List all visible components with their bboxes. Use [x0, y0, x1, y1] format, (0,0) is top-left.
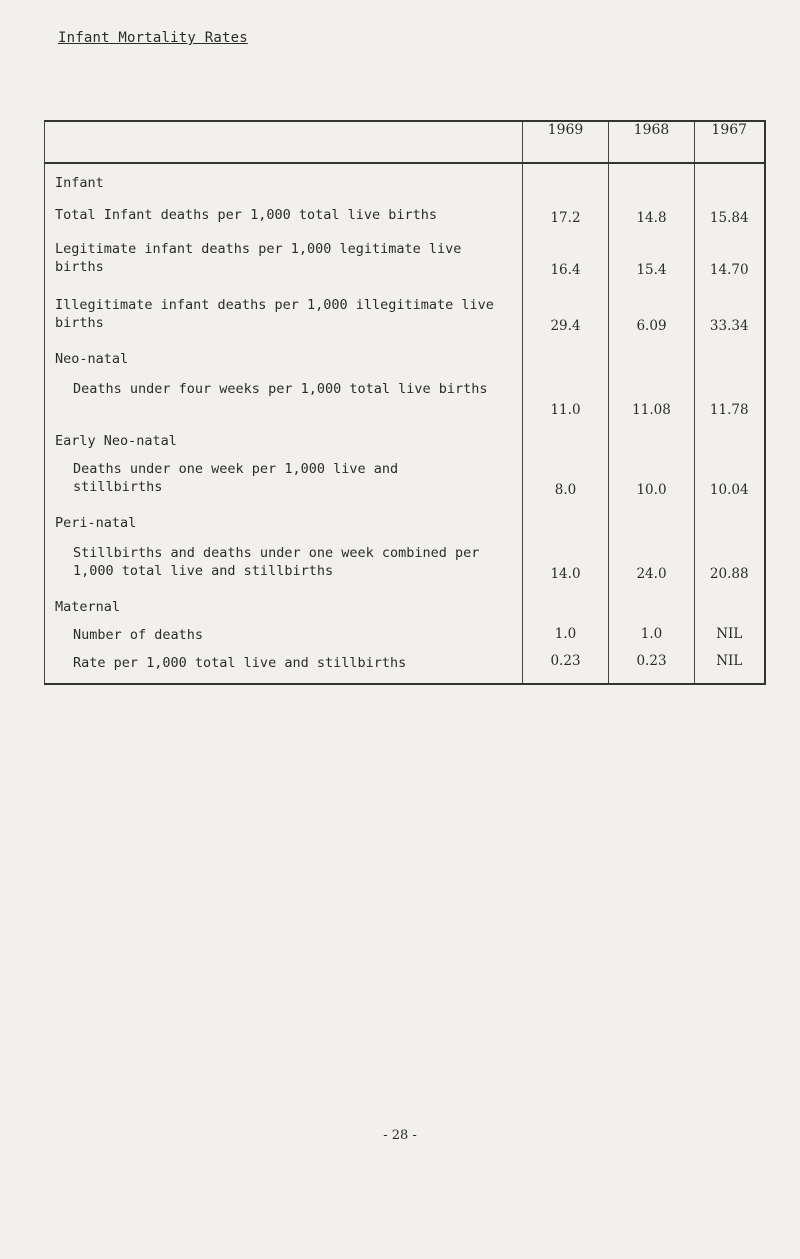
row-label: Total Infant deaths per 1,000 total live births [55, 207, 438, 223]
row-label: Rate per 1,000 total live and stillbirths [73, 655, 407, 671]
column-header-1969: 1969 [523, 121, 609, 163]
cell-value [695, 500, 765, 534]
row-label: Deaths under four weeks per 1,000 total live births [73, 381, 488, 397]
cell-value: NIL [695, 644, 765, 684]
row-label: Number of deaths [73, 627, 204, 643]
cell-value [609, 336, 695, 370]
cell-value: 15.84 [695, 192, 765, 228]
table-row [45, 584, 765, 616]
cell-value: 11.78 [695, 370, 765, 420]
section-label-infant: Infant [55, 175, 104, 191]
cell-value: 14.70 [695, 228, 765, 280]
cell-value [523, 584, 609, 616]
cell-value: 1.0 [523, 616, 609, 644]
table-row [45, 420, 765, 450]
cell-value: 24.0 [609, 534, 695, 584]
table-row [45, 616, 765, 644]
table-row [45, 450, 765, 500]
table-row [45, 370, 765, 420]
column-header-1967: 1967 [695, 121, 765, 163]
table-row [45, 644, 765, 684]
cell-value: 33.34 [695, 280, 765, 336]
cell-value [523, 420, 609, 450]
header-row [45, 121, 765, 163]
section-label-early-neo-natal: Early Neo-natal [55, 433, 177, 449]
cell-value: 0.23 [609, 644, 695, 684]
cell-value: 14.0 [523, 534, 609, 584]
cell-value [609, 420, 695, 450]
cell-value [523, 336, 609, 370]
section-label-peri-natal: Peri-natal [55, 515, 137, 531]
cell-value: 11.08 [609, 370, 695, 420]
cell-value: 0.23 [523, 644, 609, 684]
cell-value: 14.8 [609, 192, 695, 228]
section-label-neo-natal: Neo-natal [55, 351, 129, 367]
cell-value: 8.0 [523, 450, 609, 500]
cell-value: 20.88 [695, 534, 765, 584]
cell-value [609, 500, 695, 534]
page-title: Infant Mortality Rates [58, 30, 248, 46]
cell-value [695, 163, 765, 192]
cell-value: 11.0 [523, 370, 609, 420]
cell-value [523, 163, 609, 192]
page-number: - 28 - [383, 1128, 417, 1143]
cell-value [695, 420, 765, 450]
cell-value [523, 500, 609, 534]
cell-value: NIL [695, 616, 765, 644]
table-row [45, 280, 765, 336]
table-row [45, 534, 765, 584]
column-header-1968: 1968 [609, 121, 695, 163]
table-row [45, 163, 765, 192]
table-row [45, 228, 765, 280]
cell-value: 17.2 [523, 192, 609, 228]
mortality-table [44, 120, 766, 685]
row-label: Legitimate infant deaths per 1,000 legitimate live births [55, 241, 462, 275]
cell-value: 6.09 [609, 280, 695, 336]
table-row [45, 500, 765, 534]
row-label: Stillbirths and deaths under one week combined per 1,000 total live and stillbirths [73, 545, 480, 579]
row-label: Illegitimate infant deaths per 1,000 illegitimate live births [55, 297, 494, 331]
header-blank [45, 121, 523, 163]
cell-value [695, 584, 765, 616]
cell-value: 10.04 [695, 450, 765, 500]
cell-value [609, 584, 695, 616]
cell-value: 10.0 [609, 450, 695, 500]
cell-value: 1.0 [609, 616, 695, 644]
cell-value [695, 336, 765, 370]
table-row [45, 336, 765, 370]
row-label: Deaths under one week per 1,000 live and stillbirths [73, 461, 399, 495]
cell-value: 29.4 [523, 280, 609, 336]
cell-value: 15.4 [609, 228, 695, 280]
table-row [45, 192, 765, 228]
cell-value [609, 163, 695, 192]
cell-value: 16.4 [523, 228, 609, 280]
section-label-maternal: Maternal [55, 599, 121, 615]
